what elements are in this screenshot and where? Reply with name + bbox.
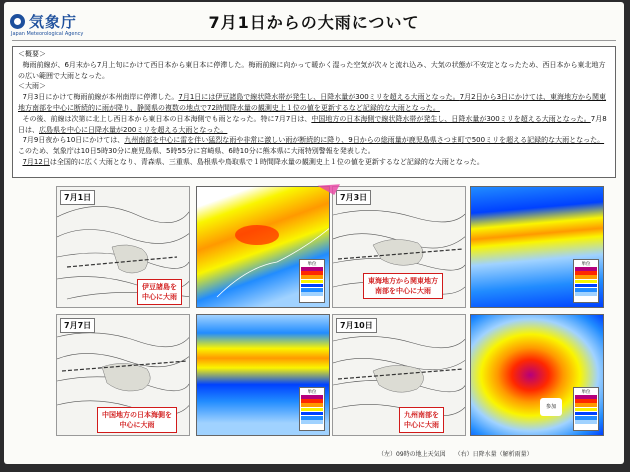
figure-footnote: （左）09時の地上天気図 （右）日降水量（解析雨量） bbox=[378, 451, 533, 458]
date-label: 7月3日 bbox=[336, 190, 371, 205]
rain-heading: ＜大雨＞ bbox=[18, 82, 46, 91]
title-divider bbox=[12, 40, 616, 41]
weather-chart-jul10 bbox=[332, 314, 466, 436]
region-caption: 中国地方の日本海側を 中心に大雨 bbox=[97, 407, 177, 433]
summary-box bbox=[12, 46, 616, 178]
rain-legend: 単位 bbox=[299, 387, 325, 431]
agency-name-en: Japan Meteorological Agency bbox=[11, 31, 84, 37]
rain-map-jul10 bbox=[470, 314, 604, 436]
rain-para-2: その後、前線は次第に北上し西日本から東日本の日本海側でも雨となった。特に7月7日は、中国地方の日本海側で線状降水帯が発生し、日降水量が300ミリを超える大雨となった。7月8日は、広島県を中心に日降水量が200ミリを超える大雨となった。 bbox=[18, 114, 607, 134]
weather-chart-jul7 bbox=[56, 314, 190, 436]
participate-badge[interactable]: 参加 bbox=[540, 398, 562, 416]
region-caption: 伊豆諸島を 中心に大雨 bbox=[137, 279, 182, 305]
rain-map-jul3 bbox=[470, 186, 604, 308]
rain-map-jul7 bbox=[196, 314, 330, 436]
rain-legend: 単位 bbox=[299, 259, 325, 303]
rain-legend: 単位 bbox=[573, 387, 599, 431]
region-caption: 九州南部を 中心に大雨 bbox=[399, 407, 444, 433]
rain-para-4: 7月12日は全国的に広く大雨となり、青森県、三重県、島根県や鳥取県で１時間降水量の観測史上１位の値を更新するなど記録的な大雨となった。 bbox=[22, 157, 484, 166]
rain-map-jul1 bbox=[196, 186, 330, 308]
date-label: 7月1日 bbox=[60, 190, 95, 205]
date-label: 7月10日 bbox=[336, 318, 377, 333]
overview-text: 梅雨前線が、6月末から7月上旬にかけて西日本から東日本に停滞した。梅雨前線に向かって暖かく湿った空気が次々と流れ込み、大気の状態が不安定となったため、西日本から東北地方の広い範囲で大雨となった。 bbox=[18, 60, 606, 80]
date-label: 7月7日 bbox=[60, 318, 95, 333]
agency-name: 気象庁 bbox=[29, 13, 78, 31]
region-caption: 東海地方から関東地方 南部を中心に大雨 bbox=[363, 273, 443, 299]
weather-chart-jul3 bbox=[332, 186, 466, 308]
rain-para-3: 7月9日夜から10日にかけては、九州南部を中心に雷を伴い猛烈な雨や非常に激しい雨が断続的に降り、9日からの総雨量が鹿児島県さつま町で500ミリを超える記録的な大雨となった。このため、気象庁は10日5時30分に鹿児島県、5時55分に宮崎県、6時10分に熊本県に大雨特別警報を発表した。 bbox=[18, 136, 605, 156]
rain-para-1: 7月3日にかけて梅雨前線が本州南岸に停滞した。7月1日には伊豆諸島で線状降水帯が発生し、日降水量が300ミリを超える大雨となった。7月2日から3日にかけては、東海地方から関東地方南部を中心に断続的に雨が降り、静岡県の複数の地点で72時間降水量の観測史上１位の値を更新するなど記録的な大雨となった。 bbox=[18, 93, 607, 112]
slide bbox=[4, 2, 624, 464]
overview-heading: ＜概要＞ bbox=[18, 50, 46, 58]
page-title: 7月1日からの大雨について bbox=[208, 13, 420, 32]
rain-legend: 単位 bbox=[573, 259, 599, 303]
weather-chart-jul1 bbox=[56, 186, 190, 308]
